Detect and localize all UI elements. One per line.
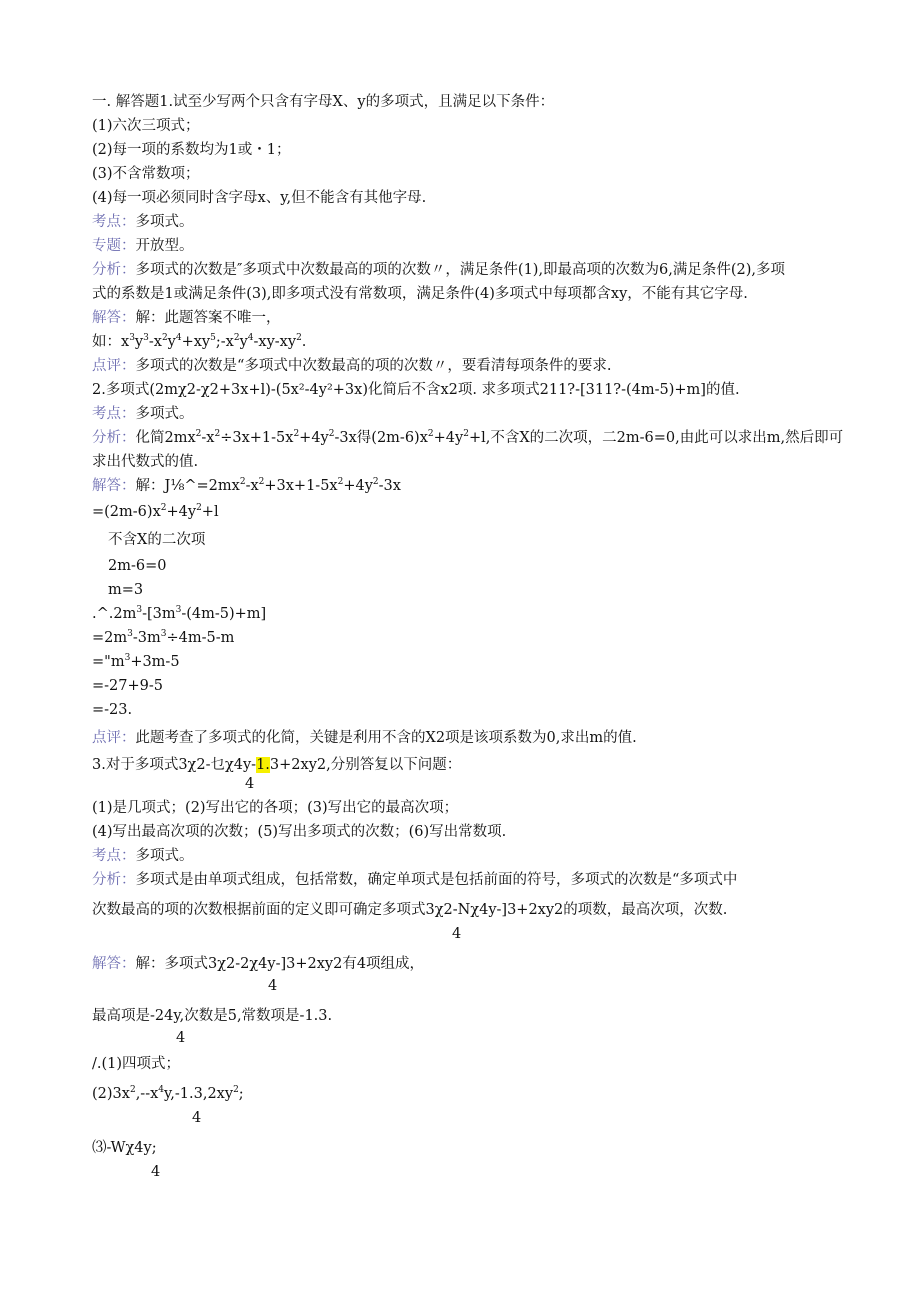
jieda-label: 解答：: [92, 956, 136, 972]
q1-jieda: [92, 308, 281, 328]
fenxi-label: 分析：: [92, 430, 136, 446]
q3-fenxi-line-2: 次数最高的项的次数根据前面的定义即可确定多项式3χ2-Nχ4y-]3+2xy2的项数，最高次项，次数.: [92, 902, 728, 918]
q3-answer: 最高项是-24y,次数是5,常数项是-1.3.: [92, 1008, 333, 1024]
q3-jieda-denominator: 4: [268, 978, 278, 994]
q1-fenxi-line-2: 式的系数是1或满足条件(3),即多项式没有常数项，满足条件(4)多项式中每项都含xy，不能有其它字母.: [92, 286, 748, 302]
q3-questions-line-2: (4)写出最高次项的次数；(5)写出多项式的次数；(6)写出常数项.: [92, 824, 507, 840]
q2-dianping: [92, 728, 637, 748]
q1-condition-2: (2)每一项的系数均为1或・1；: [92, 142, 291, 158]
q1-example: 如：$x^3y^3-x^2y^4+xy^5;-x^2y^4-xy-xy^2$.: [92, 333, 307, 350]
q3-title-highlight: 1.: [256, 757, 270, 773]
kaodian-label: 考点：: [92, 406, 136, 422]
example-prefix: 如：: [92, 334, 121, 350]
q1-kaodian: [92, 212, 194, 232]
q2-step-8: =-27+9-5: [92, 678, 163, 694]
q3-title-part-b: 3+2xy2,分别答复以下问题：: [269, 757, 462, 773]
q3-fenxi-line-1: [92, 870, 737, 890]
q3-answer-denominator: 4: [176, 1030, 186, 1046]
q3-title-denominator: 4: [245, 776, 255, 792]
jieda-label: 解答：: [92, 478, 136, 494]
q2-jieda: 解答：解：$J\frac{1}{8}\^{}=2mx^2-x^2+3x+1-5x^2+4y^2-3x$: [92, 477, 401, 494]
kaodian-text: 多项式。: [135, 406, 194, 422]
q1-condition-1: (1)六次三项式；: [92, 118, 200, 134]
dianping-text: 多项式的次数是“多项式中次数最高的项的次数〃，要看清每项条件的要求.: [135, 358, 612, 374]
jieda-label: 解答：: [92, 310, 136, 326]
zhuanti-label: 专题：: [92, 238, 136, 254]
q3-answer-2-denominator: 4: [192, 1110, 202, 1126]
q3-questions-line-1: (1)是几项式；(2)写出它的各项；(3)写出它的最高次项；: [92, 800, 459, 816]
fenxi-label: 分析：: [92, 872, 136, 888]
kaodian-label: 考点：: [92, 214, 136, 230]
q2-step-4: m=3: [108, 582, 144, 598]
q2-fenxi-line-1: 分析：化简$2mx^2-x^2\div 3x+1-5x^2+4y^2-3x$得$(2m-6)x^2+4y^2+l$,不含X的二次项，二2m-6=0,由此可以求出m,然后即可: [92, 429, 844, 446]
q2-title: 2.多项式(2mχ2-χ2+3x+l)-(5x²-4y²+3x)化简后不含x2项. 求多项式211?-[311?-(4m-5)+m]的值.: [92, 382, 740, 398]
dianping-text: 此题考查了多项式的化简，关键是利用不含的X2项是该项系数为0,求出m的值.: [135, 730, 637, 746]
jieda-text: 解：此题答案不唯一，: [135, 310, 281, 326]
dianping-label: 点评：: [92, 358, 136, 374]
kaodian-text: 多项式。: [135, 214, 194, 230]
q3-title: [92, 755, 461, 775]
q2-step-2: 不含X的二次项: [108, 532, 206, 548]
q2-step-9: =-23.: [92, 702, 133, 718]
q1-dianping: [92, 356, 612, 376]
q2-step-1: $=(2m-6)x^2+4y^2+l$: [92, 503, 219, 520]
jieda-text: 解：多项式3χ2-2χ4y-]3+2xy2有4项组成，: [135, 956, 425, 972]
q2-fenxi-line-2: 求出代数式的值.: [92, 454, 199, 470]
q2-step-5: $.\^{}.2m^3-[3m^3-(4m-5)+m]$: [92, 605, 267, 622]
fenxi-text: 多项式的次数是″多项式中次数最高的项的次数〃，满足条件(1),即最高项的次数为6,满足条件(2),多项: [135, 262, 786, 278]
q3-answer-3-denominator: 4: [151, 1164, 161, 1180]
q1-fenxi-line-1: [92, 260, 785, 280]
q2-step-3: 2m-6=0: [108, 558, 167, 574]
q1-condition-3: (3)不含常数项；: [92, 166, 200, 182]
kaodian-label: 考点：: [92, 848, 136, 864]
q3-answer-1: /.(1)四项式；: [92, 1056, 181, 1072]
dianping-label: 点评：: [92, 730, 136, 746]
q3-fenxi-denominator: 4: [452, 926, 462, 942]
q1-zhuanti: [92, 236, 194, 256]
q3-answer-3: ⑶-Wχ4y;: [92, 1140, 157, 1156]
fenxi-text: 多项式是由单项式组成，包括常数，确定单项式是包括前面的符号，多项式的次数是“多项式中: [135, 872, 738, 888]
q3-jieda: [92, 954, 424, 974]
q3-title-part-a: 3.对于多项式3χ2-乜χ4y-: [92, 757, 257, 773]
q2-step-7: $="m^3+3m-5$: [92, 653, 180, 670]
q2-kaodian: [92, 404, 194, 424]
q1-title: 一. 解答题1.试至少写两个只含有字母X、y的多项式，且满足以下条件：: [92, 94, 555, 110]
q3-kaodian: [92, 846, 194, 866]
zhuanti-text: 开放型。: [135, 238, 194, 254]
q2-step-6: $=2m^3-3m^3\div 4m-5-m$: [92, 629, 235, 646]
fenxi-label: 分析：: [92, 262, 136, 278]
q1-condition-4: (4)每一项必须同时含字母x、y,但不能含有其他字母.: [92, 190, 427, 206]
q3-answer-2: $(2)3x^2,--x^4y,-1.3,2xy^2$;: [92, 1085, 244, 1102]
kaodian-text: 多项式。: [135, 848, 194, 864]
